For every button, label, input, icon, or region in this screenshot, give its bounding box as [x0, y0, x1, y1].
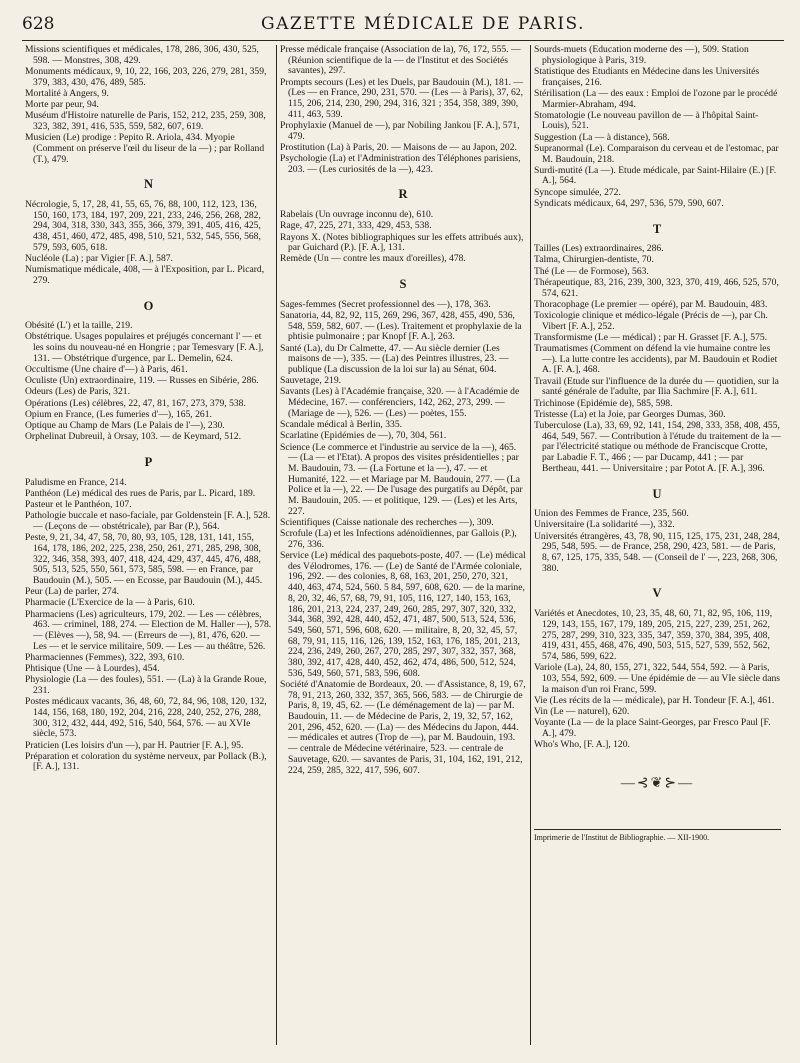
- index-entry: Surdi-mutité (La —). Etude médicale, par Saint-Hilaire (E.) [F. A.], 564.: [534, 164, 777, 187]
- page-number: 628: [22, 14, 55, 34]
- index-entry: Scrofule (La) et les Infections adénoïdiennes, par Gallois (P.), 276, 336.: [280, 528, 517, 550]
- index-entry: Obésité (L') et la taille, 219.: [25, 320, 133, 332]
- index-entry: Service (Le) médical des paquebots-poste, 407. — (Le) médical des Vélodromes, 176. — (Le) de Santé de l'Armée coloniale, 196, 292. — des colonies, 8, 68, 163, 201, 250, 270, 321, 440, 463, 474, 524, 560. 5 84, 597, 608, 620. — de la marine, 8, 20, 32, 46, 57, 68, 79, 91, 105, 116, 127, 140, 153, 163, 186, 201, 213, 224, 237, 249, 260, 285, 297, 307, 320, 332, 344, 368, 392, 428, 440, 452, 471, 487, 500, 513, 524, 536, 549, 560, 571, 596, 608, 620. — militaire, 8, 20, 32, 45, 57, 68, 79, 91, 115, 116, 126, 139, 152, 163, 176, 185, 201, 213, 224, 236, 249, 260, 267, 270, 285, 297, 307, 332, 357, 368, 380, 392, 417, 428, 440, 452, 462, 474, 486, 500, 512, 524, 536, 549, 560, 571, 583, 596, 608.: [280, 550, 526, 679]
- column-2: [276, 45, 530, 1045]
- index-entry: Monuments médicaux, 9, 10, 22, 166, 203, 226, 279, 281, 359, 379, 383, 430, 476, 489, 585.: [25, 65, 267, 88]
- index-entry: Optique au Champ de Mars (Le Palais de l'—), 230.: [25, 420, 225, 432]
- index-entry: Numismatique médicale, 408, — à l'Exposition, par L. Picard, 279.: [25, 264, 265, 286]
- index-entry: Stomatologie (Le nouveau pavillon de — à l'hôpital Saint-Louis), 521.: [534, 109, 759, 132]
- index-entry: Occultisme (Une chaire d'—) à Paris, 461.: [25, 364, 188, 376]
- index-entry: Morte par peur, 94.: [25, 99, 99, 111]
- index-entry: Thoracophage (Le premier — opéré), par M. Baudouin, 483.: [534, 298, 768, 310]
- section-letter: U: [652, 486, 663, 501]
- section-letter: T: [652, 221, 663, 236]
- index-entry: Prostitution (La) à Paris, 20. — Maisons de — au Japon, 202.: [280, 141, 517, 153]
- index-entry: Stérilisation (La — des eaux : Emploi de l'ozone par le procédé Marmier-Abraham, 494.: [534, 87, 778, 110]
- journal-title: GAZETTE MÉDICALE DE PARIS.: [261, 14, 585, 34]
- index-entry: Thérapeutique, 83, 216, 239, 300, 323, 370, 419, 466, 525, 570, 574, 621.: [534, 276, 779, 299]
- index-entry: Physiologie (La — des foules), 551. — (La) à la Grande Roue, 231.: [25, 674, 267, 697]
- index-entry: Oculiste (Un) extraordinaire, 119. — Russes en Sibérie, 286.: [25, 375, 259, 387]
- index-entry: Variétés et Anecdotes, 10, 23, 35, 48, 60, 71, 82, 95, 106, 119, 129, 143, 155, 167, 179, 189, 205, 215, 227, 239, 251, 262, 275, 287, 299, 310, 323, 335, 347, 359, 370, 384, 395, 408, 419, 431, 455, 468, 476, 490, 503, 515, 527, 539, 552, 562, 574, 586, 599, 622.: [534, 608, 773, 662]
- index-entry: Muséum d'Histoire naturelle de Paris, 152, 212, 235, 259, 308, 323, 382, 391, 416, 535, 559, 582, 607, 619.: [25, 110, 266, 132]
- index-entry: Missions scientifiques et médicales, 178, 286, 306, 430, 525, 598. — Monstres, 308, 429.: [25, 45, 259, 66]
- index-entry: Statistique des Etudiants en Médecine dans les Universités françaises, 216.: [534, 65, 760, 88]
- index-entry: Psychologie (La) et l'Administration des Téléphones parisiens, 203. — (Les curiosités de la —), 423.: [280, 153, 521, 175]
- index-entry: Prophylaxie (Manuel de —), par Nobiling Jankou [F. A.], 571, 479.: [280, 119, 520, 142]
- index-entry: Rayons X. (Notes bibliographiques sur les effets attribués aux), par Guichard (P.). [F. A.], 131.: [280, 231, 524, 254]
- index-entry: Syncope simulée, 272.: [534, 186, 621, 198]
- index-entry: Scientifiques (Caisse nationale des recherches —), 309.: [280, 516, 494, 528]
- index-entry: Scandale médical à Berlin, 335.: [280, 419, 403, 431]
- index-entry: Opium en France, (Les fumeries d'—), 165, 261.: [25, 408, 212, 420]
- index-entry: Scarlatine (Epidémies de —), 70, 304, 561.: [280, 430, 447, 442]
- index-entry: Odeurs (Les) de Paris, 321.: [25, 386, 130, 398]
- index-entry: Pharmaciens (Les) agriculteurs, 179, 202. — Les — célèbres, 463. — criminel, 188, 274. — Election de M. Haller —), 578. — (Elèves —), 58, 94. — (Erreurs de —), 81, 476, 620. — Les — et le service militaire, 509. — Les — au théâtre, 526.: [25, 608, 272, 652]
- index-entry: Phtisique (Une — à Lourdes), 454.: [25, 663, 160, 675]
- index-entry: Tailles (Les) extraordinaires, 286.: [534, 243, 664, 255]
- page: [22, 14, 784, 1054]
- index-entry: Obstétrique. Usages populaires et préjugés concernant l' — et les soins du nouveau-né en Hongrie ; par Temesvary [F. A.], 131. — Obstétrique d'urgence, par L. Demelin, 624.: [25, 331, 264, 364]
- index-entry: Santé (La), du Dr Calmette, 47. — Au siècle dernier (Les maisons de —), 335. — (La) des Peintres illustres, 23. — publique (La discussion de la loi sur la) au Sénat, 604.: [280, 342, 509, 376]
- index-entry: Syndicats médicaux, 64, 297, 536, 579, 590, 607.: [534, 197, 724, 209]
- index-entry: Science (Le commerce et l'industrie au service de la —), 465. — (La — et l'Etat). A propos des visites présidentielles ; par M. Baudouin, 73. — (La Fortune et la —), 47. — et Humanité, 122. — et Mariage par M. Baudouin, 277. — (La Police et la —), 22. — De l'usage des purgatifs au Dépôt, par M. Baudouin, 205. — et politique, 129. — (Les) et les Arts, 227.: [280, 441, 523, 517]
- index-entry: Suggestion (La — à distance), 568.: [534, 131, 670, 143]
- index-entry: Pasteur et le Panthéon, 107.: [25, 499, 132, 511]
- footer: [534, 829, 781, 844]
- index-entry: Prompts secours (Les) et les Duels, par Baudouin (M.), 181. — (Les — en France, 290, 231, 570. — (Les — à Paris), 37, 62, 115, 206, 214, 230, 290, 294, 316, 321 ; 354, 358, 389, 390, 411, 463, 539.: [280, 76, 524, 120]
- index-entry: Traumatismes (Comment on défend la vie humaine contre les —). La lutte contre les accidents), par M. Baudouin et Rodiet A. [F. A.], 468.: [534, 343, 778, 376]
- index-entry: Panthéon (Le) médical des rues de Paris, par L. Picard, 189.: [25, 487, 256, 499]
- index-entry: Préparation et coloration du système nerveux, par Pollack (B.), [F. A.], 131.: [25, 750, 267, 773]
- index-entry: Paludisme en France, 214.: [25, 476, 127, 488]
- index-entry: Société d'Anatomie de Bordeaux, 20. — d'Assistance, 8, 19, 67, 78, 91, 213, 260, 332, 357, 365, 566, 583. — de Chirurgie de Paris, 8, 19, 45, 62. — (Le déménagement de la) — par M. Baudouin, 11. — de Médecine de Paris, 2, 19, 32, 57, 162, 201, 296, 452, 620. — (La) — des Médecins du Japon, 444. — médicales et autres (Trop de —), par M. Baudouin, 193. — centrale de Médecine vétérinaire, 523. — centrale de Sauvetage, 620. — savantes de Paris, 31, 104, 162, 191, 212, 224, 259, 285, 322, 417, 596, 607.: [280, 678, 526, 776]
- section-letter: O: [143, 298, 155, 313]
- index-entry: Praticien (Les loisirs d'un —), par H. Pautrier [F. A.], 95.: [25, 739, 244, 751]
- index-entry: Opérations (Les) célèbres, 22, 47, 81, 167, 273, 379, 538.: [25, 397, 246, 409]
- index-entry: Tuberculose (La), 33, 69, 92, 141, 154, 298, 333, 358, 408, 455, 464, 549, 567. — Contribution à l'étude du traitement de la — par l'électricité statique ou méthode de Franciscque Crotte, par Labadie F. T., 466 ; — par Ducamp, 441 ; — par Bertheau, 441. — Universitaire ; par Potot A. [F. A.], 396.: [534, 420, 781, 474]
- index-entry: Universités étrangères, 43, 78, 90, 115, 125, 175, 231, 248, 284, 295, 548, 595. — de France, 258, 290, 423, 581. — de Paris, 8, 67, 125, 175, 335, 548. — (Conseil de l' —, 223, 268, 306, 380.: [534, 530, 780, 574]
- index-entry: Nucléole (La) ; par Vigier [F. A.], 587.: [25, 252, 173, 264]
- index-entry: Savants (Les) à l'Académie française, 320. — à l'Académie de Médecine, 167. — conférenciers, 142, 262, 273, 299. — (Mariage de —), 526. — (Les) — poètes, 155.: [280, 386, 520, 419]
- index-entry: Mortalité à Angers, 9.: [25, 87, 109, 99]
- section-letter: V: [652, 586, 663, 601]
- index-entry: Thé (Le — de Formose), 563.: [534, 265, 649, 277]
- index-entry: Pharmacie (L'Exercice de la — à Paris, 610.: [25, 597, 195, 609]
- index-entry: Trichinose (Epidémie de), 585, 598.: [534, 397, 673, 409]
- ornament-divider: —⊰❦⊱—: [620, 775, 695, 791]
- index-entry: Supranormal (Le). Comparaison du cerveau et de l'estomac, par M. Baudouin, 218.: [534, 142, 779, 165]
- section-letter: S: [399, 277, 408, 292]
- index-entry: Transformisme (Le — médical) ; par H. Grasset [F. A.], 575.: [534, 331, 768, 343]
- index-columns: [22, 45, 784, 1045]
- index-entry: Tristesse (La) et la Joie, par Georges Dumas, 360.: [534, 408, 726, 420]
- column-1: [22, 45, 276, 1045]
- index-entry: Peste, 9, 21, 34, 47, 58, 70, 80, 93, 105, 128, 131, 141, 155, 164, 178, 186, 202, 225, 238, 250, 261, 271, 285, 298, 308, 322, 346, 358, 393, 407, 418, 424, 429, 437, 445, 476, 488, 505, 513, 525, 550, 561, 573, 585, 598. — en France, par Baudouin (M.), 505. — en Ecosse, par Baudouin (M.), 445.: [25, 532, 263, 587]
- index-entry: Vie (Les récits de la — médicale), par H. Tondeur [F. A.], 461.: [534, 694, 775, 706]
- index-entry: Travail (Etude sur l'influence de la durée du — quotidien, sur la santé générale de l'adulte, par Ilia Sachmire [F. A.], 611.: [534, 375, 779, 398]
- index-entry: Sauvetage, 219.: [280, 375, 342, 387]
- index-entry: Sages-femmes (Secret professionnel des —), 178, 363.: [280, 298, 491, 310]
- index-entry: Universitaire (La solidarité —), 332.: [534, 519, 675, 531]
- index-entry: Sanatoria, 44, 82, 92, 115, 269, 296, 367, 428, 455, 490, 536, 548, 559, 582, 607. — (Les). Traitement et prophylaxie de la phtisie pulmonaire ; par Knopf [F. A.], 263.: [280, 310, 522, 343]
- index-entry: Talma, Chirurgien-dentiste, 70.: [534, 254, 654, 266]
- index-entry: Musicien (Le) prodige : Pepito R. Ariola, 434. Myopie (Comment on préserve l'œil du liseur de la —) ; par Rolland (T.), 479.: [25, 132, 265, 165]
- index-entry: Rage, 47, 225, 271, 333, 429, 453, 538.: [280, 220, 432, 232]
- index-entry: Orphelinat Dubreuil, à Orsay, 103. — de Keymard, 512.: [25, 431, 241, 443]
- section-letter: P: [144, 455, 154, 469]
- index-entry: Voyante (La — de la place Saint-Georges, par Fresco Paul [F. A.], 479.: [534, 717, 771, 739]
- page-header: [22, 14, 784, 41]
- index-entry: Presse médicale française (Association de la), 76, 172, 555. — (Réunion scientifique de la — de l'Institut et des Sociétés savantes), 297.: [280, 45, 521, 77]
- index-entry: Peur (La) de parler, 274.: [25, 586, 119, 598]
- index-entry: Pathologie buccale et naso-faciale, par Goldenstein [F. A.], 528. — (Leçons de — obstétricale), par Bar (P.), 564.: [25, 510, 271, 533]
- index-entry: Vin (Le — naturel), 620.: [534, 705, 630, 717]
- index-entry: Rabelais (Un ouvrage inconnu de), 610.: [280, 209, 434, 221]
- section-letter: N: [143, 177, 155, 192]
- index-entry: Union des Femmes de France, 235, 560.: [534, 508, 689, 520]
- index-entry: Pharmaciennes (Femmes), 322, 393, 610.: [25, 651, 185, 663]
- index-entry: Variole (La), 24, 80, 155, 271, 322, 544, 554, 592. — à Paris, 103, 554, 592, 609. — Une épidémie de — au VIe siècle dans la maison d'un roi Franc, 599.: [534, 662, 781, 695]
- index-entry: Toxicologie clinique et médico-légale (Précis de —), par Ch. Vibert [F. A.], 252.: [534, 309, 768, 332]
- index-entry: Nécrologie, 5, 17, 28, 41, 55, 65, 76, 88, 100, 112, 123, 136, 150, 160, 173, 184, 197, 209, 221, 233, 246, 256, 268, 282, 294, 304, 318, 330, 343, 355, 366, 379, 391, 405, 416, 425, 438, 451, 460, 472, 485, 498, 510, 521, 532, 545, 556, 568, 579, 593, 605, 618.: [25, 198, 261, 253]
- section-letter: R: [398, 187, 409, 202]
- index-entry: Who's Who, [F. A.], 120.: [534, 739, 630, 751]
- column-3: [530, 45, 784, 1045]
- printer-imprint: Imprimerie de l'Institut de Bibliographie. — XII-1900.: [534, 833, 710, 843]
- index-entry: Remède (Un — contre les maux d'oreilles), 478.: [280, 253, 466, 265]
- index-entry: Sourds-muets (Education moderne des —), 509. Station physiologique à Paris, 319.: [534, 45, 749, 66]
- index-entry: Postes médicaux vacants, 36, 48, 60, 72, 84, 96, 108, 120, 132, 144, 156, 168, 180, 192, 204, 216, 228, 240, 252, 276, 288, 300, 312, 432, 444, 492, 516, 540, 564, 576. — au XVIe siècle, 573.: [25, 696, 267, 740]
